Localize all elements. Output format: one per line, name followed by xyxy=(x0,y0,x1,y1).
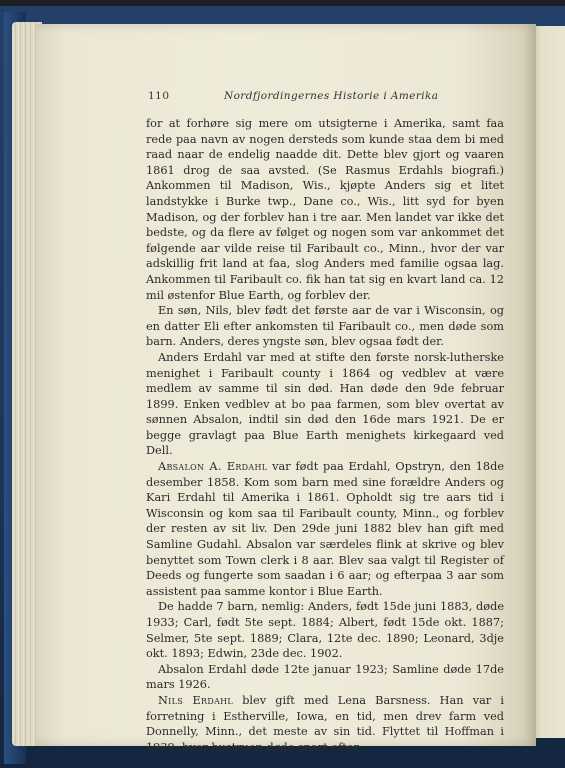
running-title: Nordfjordingernes Historie i Amerika xyxy=(224,90,439,102)
person-name: Absalon A. Erdahl xyxy=(158,460,268,474)
paragraph-text: Absalon Erdahl døde 12te januar 1923; Samline døde 17de mars 1926. xyxy=(146,662,504,692)
paragraph-text: Anders Erdahl var med at stifte den første norsk-lutherske menighet i Faribault county i 1864 og vedblev at være medlem av samme til sin død. Han døde den 9de februar 1899. Enken vedblev at bo paa farmen, som blev overtat av sønnen Absalon, indtil sin død den 16de mars 1921. De er begge gravlagt paa Blue Earth menighets kirkegaard ved Dell. xyxy=(146,350,504,458)
paragraph-1 xyxy=(146,116,504,303)
paragraph-text: blev gift med Lena Barsness. Han var i forretning i Estherville, Iowa, en tid, men drev farm ved Donnelly, Minn., det meste av sin tid. Flyttet til Hoffman i 1939, hvor hustruen døde snart efter. xyxy=(146,693,504,754)
page-number: 110 xyxy=(148,90,170,102)
paragraph-text: En søn, Nils, blev født det første aar de var i Wisconsin, og en datter Eli efter ankomsten til Faribault co., men døde som barn. Anders, deres yngste søn, blev ogsaa født der. xyxy=(146,304,504,349)
person-name: Nils Erdahl xyxy=(158,693,234,707)
body-text xyxy=(146,116,504,755)
paragraph-text: De hadde 7 barn, nemlig: Anders, født 15de juni 1883, døde 1933; Carl, født 5te sept. 1884; Albert, født 15de okt. 1887; Selmer, 5te sept. 1889; Clara, 12te dec. 1890; Leonard, 3dje okt. 1893; Edwin, 23de dec. 1902. xyxy=(146,600,504,661)
paragraph-text: var født paa Erdahl, Opstryn, den 18de desember 1858. Kom som barn med sine forældre Anders og Kari Erdahl til Amerika i 1861. Opholdt sig tre aars tid i Wisconsin og kom saa til Faribault county, Minn., og forblev der resten av sit liv. Den 29de juni 1882 blev han gift med Samline Gudahl. Absalon var særdeles flink at skrive og blev benyttet som Town clerk i 8 aar. Blev saa valgt til Register of Deeds og fungerte som saadan i 6 aar; og efterpaa 3 aar som assistent paa samme kontor i Blue Earth. xyxy=(146,460,504,598)
paragraph-2 xyxy=(146,303,504,350)
page-header xyxy=(148,90,508,106)
paragraph-7 xyxy=(146,693,504,755)
paragraph-5 xyxy=(146,599,504,661)
paragraph-3 xyxy=(146,350,504,459)
paragraph-6 xyxy=(146,662,504,693)
paragraph-text: for at forhøre sig mere om utsigterne i Amerika, samt faa rede paa navn av nogen dersteds som kunde staa dem bi med raad naar de endelig naadde dit. Dette blev gjort og vaaren 1861 drog de saa avsted. (Se Rasmus Erdahls biografi.) Ankommen til Madison, Wis., kjøpte Anders sig et litet landstykke i Burke twp., Dane co., Wis., litt syd for byen Madison, og der forblev han i tre aar. Men landet var ikke det bedste, og da flere av følget og nogen som var ankommet det følgende aar vilde reise til Faribault co., Minn., hvor der var adskillig frit land at faa, slog Anders med familie ogsaa lag. Ankommen til Faribault co. fik han tat sig en kvart land ca. 12 mil østenfor Blue Earth, og forblev der. xyxy=(146,117,504,302)
paragraph-4 xyxy=(146,459,504,599)
